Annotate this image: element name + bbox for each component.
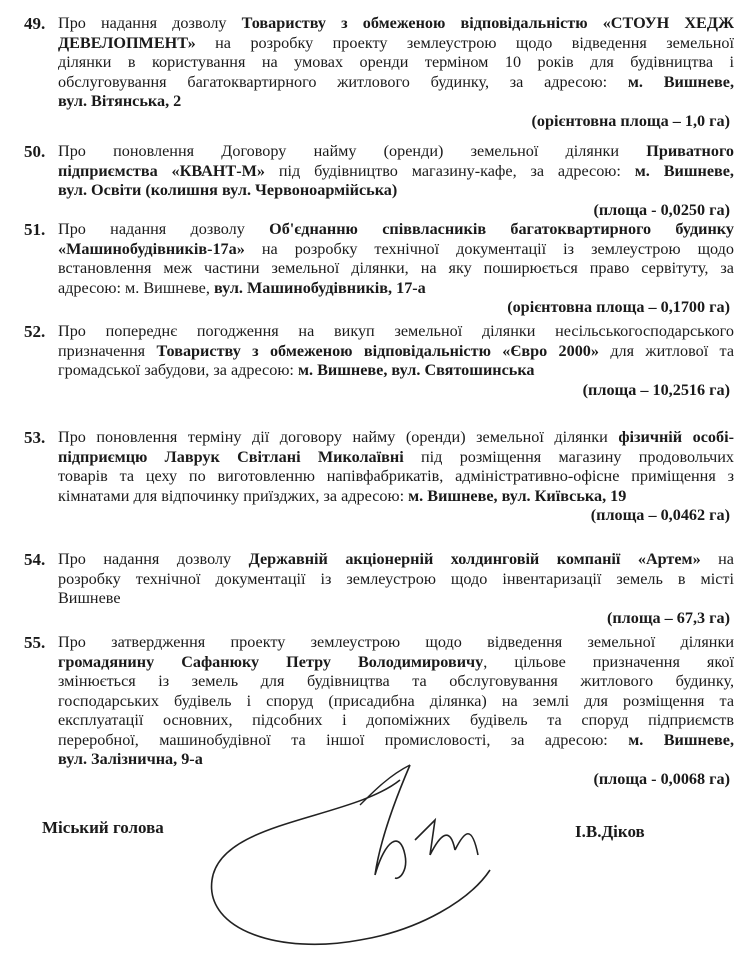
text-line [58, 322, 734, 342]
text-run: під розміщення магазину продовольчих [403, 447, 734, 466]
text-line [58, 633, 734, 653]
item-number: 52. [24, 322, 46, 341]
land-area: (площа – 10,2516 га) [582, 380, 730, 399]
bold-text-run: вул. Машинобудівників, 17-а [213, 278, 426, 297]
text-line [58, 34, 734, 54]
text-run: громадської забудови, за адресою: [58, 361, 298, 379]
text-line [58, 181, 734, 201]
text-run: Вишневе [58, 589, 121, 607]
item-text [58, 220, 734, 318]
item-number: 51. [24, 220, 46, 239]
agenda-item [24, 220, 734, 318]
land-area: (площа - 0,0250 га) [593, 200, 730, 219]
land-area: (площа – 67,3 га) [606, 608, 730, 627]
text-run: обслуговування багатоквартирного житлового будинку, за адресою: [58, 72, 628, 91]
item-text [58, 14, 734, 131]
bold-text-run: фізичній особі- [618, 428, 734, 446]
bold-text-run: вул. Вітянська, 2 [58, 92, 182, 110]
land-area: (орієнтовна площа – 0,1700 га) [507, 298, 730, 316]
text-run: Про попереднє погодження на викуп земельної ділянки несільськогосподарського [58, 322, 734, 340]
text-line [58, 672, 734, 692]
land-area: (орієнтовна площа – 1,0 га) [531, 111, 730, 130]
text-line [58, 692, 734, 712]
text-run: Про надання дозволу [58, 220, 270, 238]
text-line [58, 731, 734, 751]
text-line [58, 240, 734, 260]
text-line [58, 711, 734, 731]
item-text [58, 428, 734, 526]
bold-text-run: м. Вишневе, вул. Святошинська [297, 361, 535, 379]
bold-text-run: Державній акціонерній холдинговій компанії «Артем» [248, 550, 701, 568]
text-line [58, 92, 734, 112]
text-run: товарів та цеху по виготовленню напівфабрикатів, адміністративно-офісне приміщення з [58, 467, 734, 485]
text-run: переробної, машинобудівної та іншої промисловості, за адресою: [58, 730, 629, 749]
item-number: 54. [24, 550, 46, 569]
text-line [58, 550, 734, 570]
text-line [58, 342, 734, 362]
text-run: Про надання дозволу [58, 550, 249, 568]
text-run: ділянки в користування на умовах оренди терміном 10 років для будівництва і [58, 53, 734, 71]
text-run: Про затвердження проекту землеустрою щодо відведення земельної ділянки [58, 633, 734, 651]
item-number: 55. [24, 633, 46, 652]
item-text [58, 550, 734, 628]
bold-text-run: м. Вишневе, [628, 730, 734, 749]
text-run: кімнатами для відпочинку приїзджих, за адресою: [58, 486, 409, 505]
text-run: змінюється із земель для будівництва та обслуговування житлового будинку, [58, 672, 734, 690]
bold-text-run: Об'єднанню співвласників багатоквартирного будинку [269, 220, 734, 238]
item-number: 53. [24, 428, 46, 447]
text-run: експлуатації основних, підсобних і допоміжних будівель та споруд підприємств [58, 711, 734, 729]
signatory-title: Міський голова [42, 818, 164, 837]
bold-text-run: вул. Залізнична, 9-а [58, 750, 203, 768]
text-line [58, 428, 734, 448]
item-number: 50. [24, 142, 46, 161]
bold-text-run: м. Вишневе, вул. Київська, 19 [408, 486, 627, 505]
agenda-item [24, 14, 734, 131]
item-text [58, 142, 734, 220]
text-run: розробку технічної документації із землеустрою щодо інвентаризації земель в місті [58, 569, 734, 588]
text-run: господарських будівель і споруд (присадибна ділянка) на землі для розміщення та [58, 691, 734, 710]
handwritten-signature [200, 760, 570, 960]
bold-text-run: громадянину Сафанюку Петру Володимировичу [58, 652, 484, 671]
text-run: на розробку технічної документації із землеустрою щодо [244, 239, 734, 258]
text-line [58, 73, 734, 93]
bold-text-run: Товариству з обмеженою відповідальністю «СТОУН ХЕДЖ [241, 14, 735, 32]
text-run: на розробку проекту землеустрою щодо відведення земельної [195, 33, 734, 52]
text-run: Про поновлення терміну дії договору найму (оренди) земельної ділянки [58, 428, 619, 446]
agenda-item [24, 428, 734, 526]
text-line [58, 53, 734, 73]
bold-text-run: ДЕВЕЛОПМЕНТ» [58, 33, 196, 52]
bold-text-run: м. Вишневе, [634, 161, 734, 180]
text-run: Про поновлення Договору найму (оренди) земельної ділянки [58, 142, 647, 160]
bold-text-run: підприємцю Лаврук Світлані Миколаївні [58, 447, 404, 466]
agenda-item [24, 550, 734, 628]
text-run: під будівництво магазину-кафе, за адресою: [264, 161, 635, 180]
text-line [58, 220, 734, 240]
bold-text-run: вул. Освіти (колишня вул. Червоноармійська) [58, 181, 398, 199]
text-line [58, 653, 734, 673]
text-line [58, 589, 734, 609]
land-area: (площа – 0,0462 га) [590, 506, 730, 524]
bold-text-run: м. Вишневе, [627, 72, 734, 91]
text-run: Про надання дозволу [58, 14, 242, 32]
text-line [58, 142, 734, 162]
text-run: на [700, 550, 734, 568]
item-number: 49. [24, 14, 46, 33]
agenda-item [24, 322, 734, 400]
text-line [58, 259, 734, 279]
text-line [58, 14, 734, 34]
text-line [58, 162, 734, 182]
text-line [58, 487, 734, 507]
item-text [58, 322, 734, 400]
bold-text-run: Приватного [646, 142, 734, 160]
bold-text-run: «Машинобудівників-17а» [58, 239, 245, 258]
text-run: адресою: м. Вишневе, [58, 278, 214, 297]
text-run: призначення [58, 341, 157, 360]
text-line [58, 570, 734, 590]
text-run: для житлової та [598, 341, 734, 360]
land-area: (площа - 0,0068 га) [593, 769, 730, 788]
text-line [58, 361, 734, 381]
text-line [58, 448, 734, 468]
text-run: встановлення меж частини земельної ділянки, на яку поширюється право сервітуту, за [58, 259, 734, 277]
bold-text-run: Товариству з обмеженою відповідальністю «Євро 2000» [156, 341, 599, 360]
signatory-name: І.В.Діков [575, 822, 645, 841]
text-run: , цільове призначення якої [483, 652, 734, 671]
bold-text-run: підприємства «КВАНТ-М» [58, 161, 265, 180]
agenda-item [24, 142, 734, 220]
text-line [58, 467, 734, 487]
text-line [58, 279, 734, 299]
